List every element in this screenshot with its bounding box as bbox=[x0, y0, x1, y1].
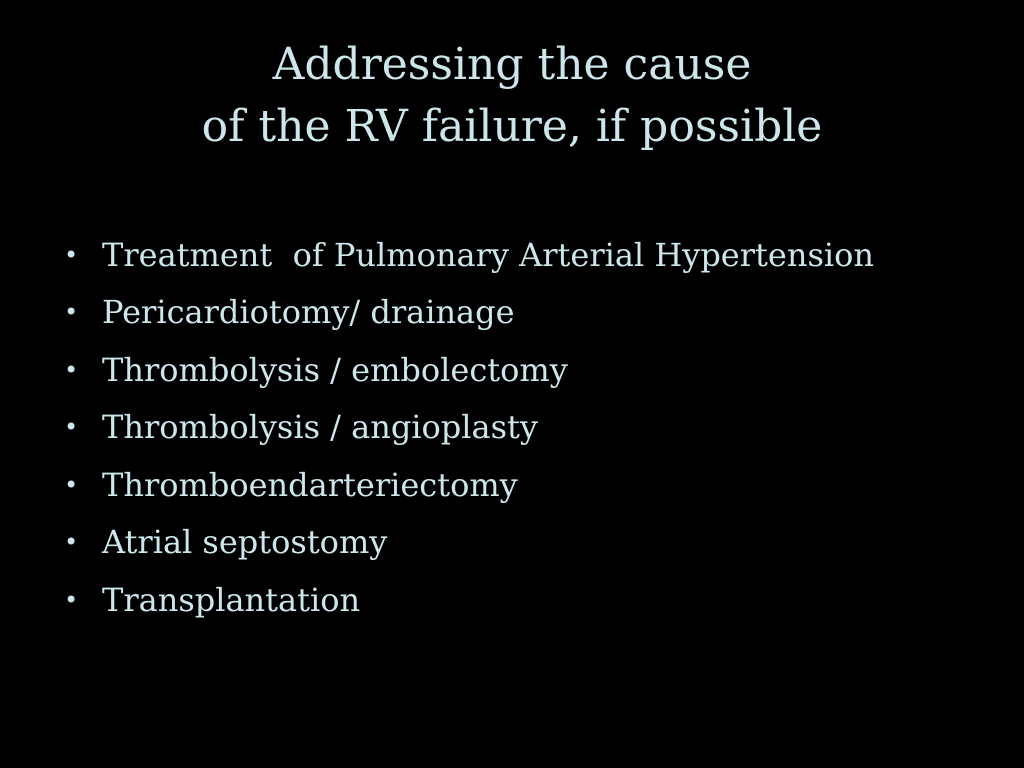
bullet-list bbox=[64, 226, 874, 629]
bullet-text: Atrial septostomy bbox=[102, 523, 388, 562]
slide-title bbox=[0, 34, 1024, 158]
bullet-text: Thrombolysis / angioplasty bbox=[102, 408, 538, 447]
bullet-text: Treatment of Pulmonary Arterial Hypertension bbox=[102, 235, 874, 274]
bullet-item bbox=[64, 514, 874, 572]
bullet-icon: • bbox=[64, 240, 79, 269]
bullet-icon: • bbox=[64, 298, 79, 327]
bullet-item bbox=[64, 284, 874, 342]
bullet-item bbox=[64, 571, 874, 629]
bullet-text: Transplantation bbox=[102, 580, 361, 619]
bullet-item bbox=[64, 341, 874, 399]
bullet-icon: • bbox=[64, 585, 79, 614]
bullet-icon: • bbox=[64, 528, 79, 557]
bullet-icon: • bbox=[64, 413, 79, 442]
slide-title-line-2: of the RV failure, if possible bbox=[201, 101, 823, 152]
bullet-text: Thromboendarteriectomy bbox=[102, 465, 518, 504]
bullet-text: Pericardiotomy/ drainage bbox=[102, 293, 515, 332]
bullet-icon: • bbox=[64, 470, 79, 499]
bullet-item bbox=[64, 226, 874, 284]
bullet-text: Thrombolysis / embolectomy bbox=[102, 350, 568, 389]
slide-title-line-1: Addressing the cause bbox=[272, 39, 752, 90]
bullet-icon: • bbox=[64, 355, 79, 384]
bullet-item bbox=[64, 399, 874, 457]
bullet-item bbox=[64, 456, 874, 514]
